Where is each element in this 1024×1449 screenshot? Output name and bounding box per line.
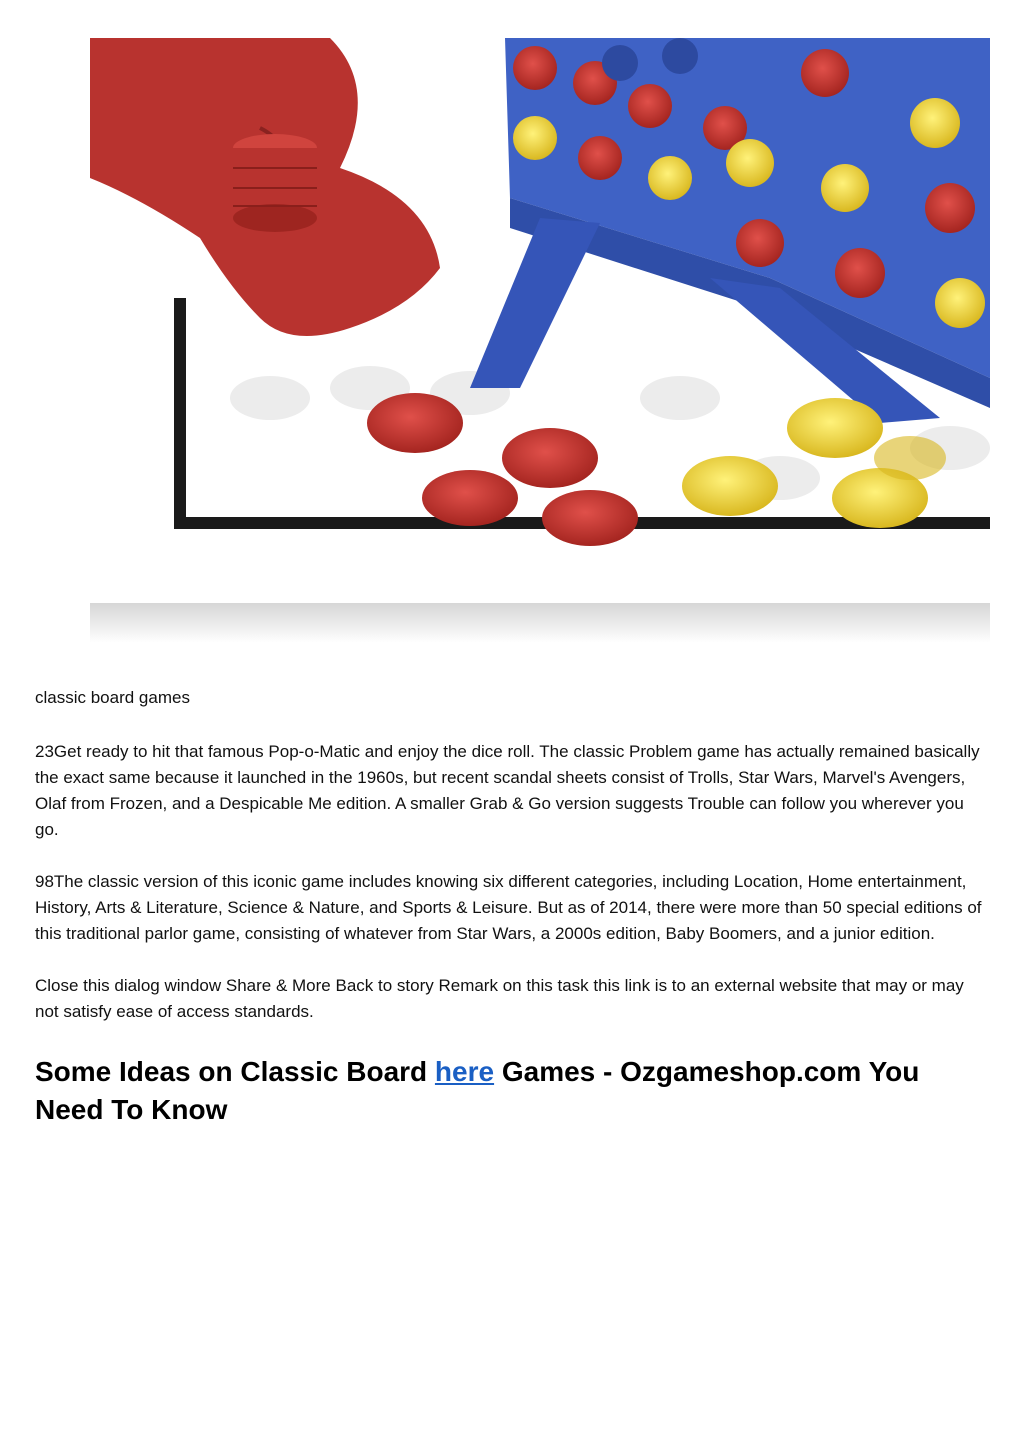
section-heading bbox=[35, 1053, 990, 1129]
connect-four-illustration bbox=[80, 28, 990, 668]
paragraph-dialog-text: Close this dialog window Share & More Back to story Remark on this task this link is to an external website that may or may not satisfy ease of access standards. bbox=[35, 976, 964, 1021]
article bbox=[35, 685, 990, 1129]
hero-image bbox=[80, 28, 990, 668]
image-caption: classic board games bbox=[35, 688, 190, 707]
heading-text-before: Some Ideas on Classic Board bbox=[35, 1056, 435, 1087]
heading-link-here[interactable]: here bbox=[434, 1056, 495, 1087]
heading-text-after: Games - Ozgameshop.com You Need To Know bbox=[35, 1056, 920, 1125]
paragraph-trivial-pursuit: 98The classic version of this iconic game includes knowing six different categories, including Location, Home entertainment, History, Arts & Literature, Science & Nature, and Sports & Leisure. But as of 2014, there were more than 50 special editions of this traditional parlor game, consisting of whatever from Star Wars, a 2000s edition, Baby Boomers, and a junior edition. bbox=[35, 872, 982, 943]
paragraph-trouble: 23Get ready to hit that famous Pop-o-Matic and enjoy the dice roll. The classic Problem game has actually remained basically the exact same because it launched in the 1960s, but recent scandal sheets consist of Trolls, Star Wars, Marvel's Avengers, Olaf from Frozen, and a Despicable Me edition. A smaller Grab & Go version suggests Trouble can follow you wherever you go. bbox=[35, 742, 980, 839]
